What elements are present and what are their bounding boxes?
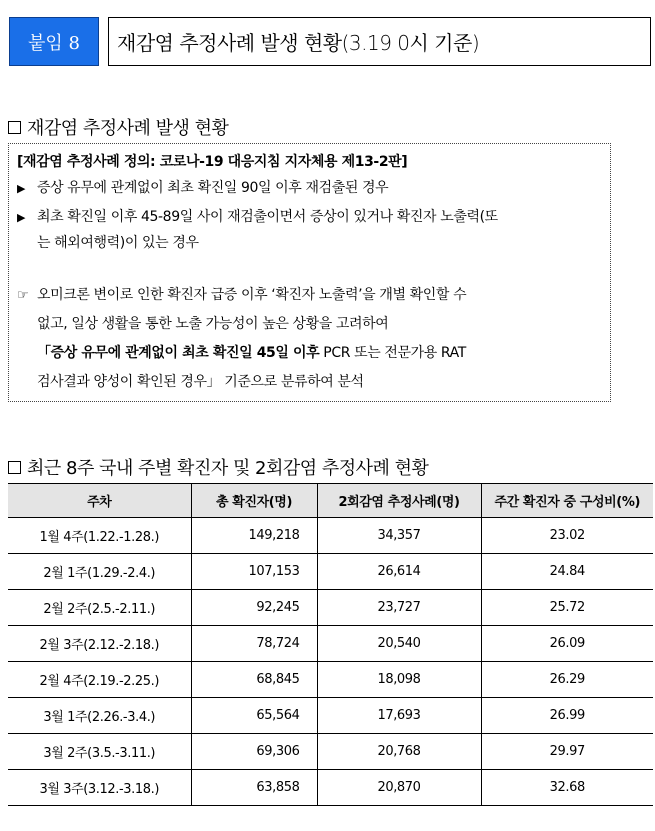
note-line-2: 없고, 일상 생활을 통한 노출 가능성이 높은 상황을 고려하여 <box>37 316 389 332</box>
triangle-bullet-icon: ▶ <box>17 211 26 224</box>
cell-total-cases: 63,858 <box>191 770 317 806</box>
cell-week: 2월 2주(2.5.-2.11.) <box>8 590 191 626</box>
cell-total-cases: 149,218 <box>191 518 317 554</box>
checkbox-square-icon <box>8 461 21 474</box>
cell-week: 1월 4주(1.22.-1.28.) <box>8 518 191 554</box>
table-header-row <box>8 484 653 518</box>
cell-ratio: 24.84 <box>481 554 653 590</box>
definition-note <box>17 285 466 306</box>
note-line-1: 오미크론 변이로 인한 확진자 급증 이후 ‘확진자 노출력’을 개별 확인할 수 <box>37 287 467 303</box>
note-line-3-bold: 「증상 유무에 관계없이 최초 확진일 45일 이후 <box>37 345 320 361</box>
cell-total-cases: 107,153 <box>191 554 317 590</box>
table-row <box>8 734 653 770</box>
definition-heading: [재감염 추정사례 정의: 코로나-19 대응지침 지자체용 제13-2판] <box>17 154 408 170</box>
cell-ratio: 23.02 <box>481 518 653 554</box>
cell-week: 2월 4주(2.19.-2.25.) <box>8 662 191 698</box>
table-row <box>8 698 653 734</box>
checkbox-square-icon <box>8 121 21 134</box>
weekly-cases-table <box>8 483 653 806</box>
header-reinfection-cases: 2회감염 추정사례(명) <box>317 484 481 518</box>
cell-reinfection-cases: 18,098 <box>317 662 481 698</box>
cell-week: 3월 3주(3.12.-3.18.) <box>8 770 191 806</box>
cell-reinfection-cases: 23,727 <box>317 590 481 626</box>
cell-ratio: 29.97 <box>481 734 653 770</box>
bullet-2-text-line-2: 는 해외여행력)이 있는 경우 <box>37 235 199 251</box>
cell-reinfection-cases: 26,614 <box>317 554 481 590</box>
section-heading-reinfection <box>8 114 228 140</box>
section-heading-text: 최근 8주 국내 주별 확진자 및 2회감염 추정사례 현황 <box>27 458 429 479</box>
header-ratio: 주간 확진자 중 구성비(%) <box>481 484 653 518</box>
bullet-1-text: 증상 유무에 관계없이 최초 확진일 90일 이후 재검출된 경우 <box>37 180 389 196</box>
attachment-badge: 붙임 8 <box>9 17 99 66</box>
note-line-3 <box>37 343 466 363</box>
cell-reinfection-cases: 20,540 <box>317 626 481 662</box>
note-line-4: 검사결과 양성이 확인된 경우」 기준으로 분류하여 분석 <box>37 374 364 390</box>
document-title: 재감염 추정사례 발생 현황(3.19 0시 기준) <box>108 17 651 66</box>
bullet-2-text-line-1: 최초 확진일 이후 45-89일 사이 재검출이면서 증상이 있거나 확진자 노출력(또 <box>37 209 498 225</box>
cell-reinfection-cases: 17,693 <box>317 698 481 734</box>
table-row <box>8 626 653 662</box>
cell-total-cases: 92,245 <box>191 590 317 626</box>
cell-ratio: 32.68 <box>481 770 653 806</box>
cell-total-cases: 65,564 <box>191 698 317 734</box>
table-row <box>8 590 653 626</box>
cell-ratio: 26.09 <box>481 626 653 662</box>
pointing-hand-icon: ☞ <box>17 288 29 303</box>
definition-bullet-1 <box>17 178 388 199</box>
header-total-cases: 총 확진자(명) <box>191 484 317 518</box>
cell-reinfection-cases: 20,768 <box>317 734 481 770</box>
table-row <box>8 662 653 698</box>
definition-bullet-2 <box>17 207 498 228</box>
cell-week: 2월 1주(1.29.-2.4.) <box>8 554 191 590</box>
section-heading-text: 재감염 추정사례 발생 현황 <box>27 118 229 139</box>
cell-week: 2월 3주(2.12.-2.18.) <box>8 626 191 662</box>
note-line-3-rest: PCR 또는 전문가용 RAT <box>319 345 466 361</box>
cell-week: 3월 2주(3.5.-3.11.) <box>8 734 191 770</box>
cell-ratio: 25.72 <box>481 590 653 626</box>
table-row <box>8 770 653 806</box>
cell-total-cases: 69,306 <box>191 734 317 770</box>
cell-reinfection-cases: 34,357 <box>317 518 481 554</box>
cell-week: 3월 1주(2.26.-3.4.) <box>8 698 191 734</box>
cell-total-cases: 68,845 <box>191 662 317 698</box>
cell-reinfection-cases: 20,870 <box>317 770 481 806</box>
cell-ratio: 26.99 <box>481 698 653 734</box>
header-week: 주차 <box>8 484 191 518</box>
table-row <box>8 554 653 590</box>
cell-total-cases: 78,724 <box>191 626 317 662</box>
table-row <box>8 518 653 554</box>
cell-ratio: 26.29 <box>481 662 653 698</box>
definition-box <box>8 143 611 402</box>
triangle-bullet-icon: ▶ <box>17 182 26 195</box>
section-heading-weekly <box>8 454 428 480</box>
